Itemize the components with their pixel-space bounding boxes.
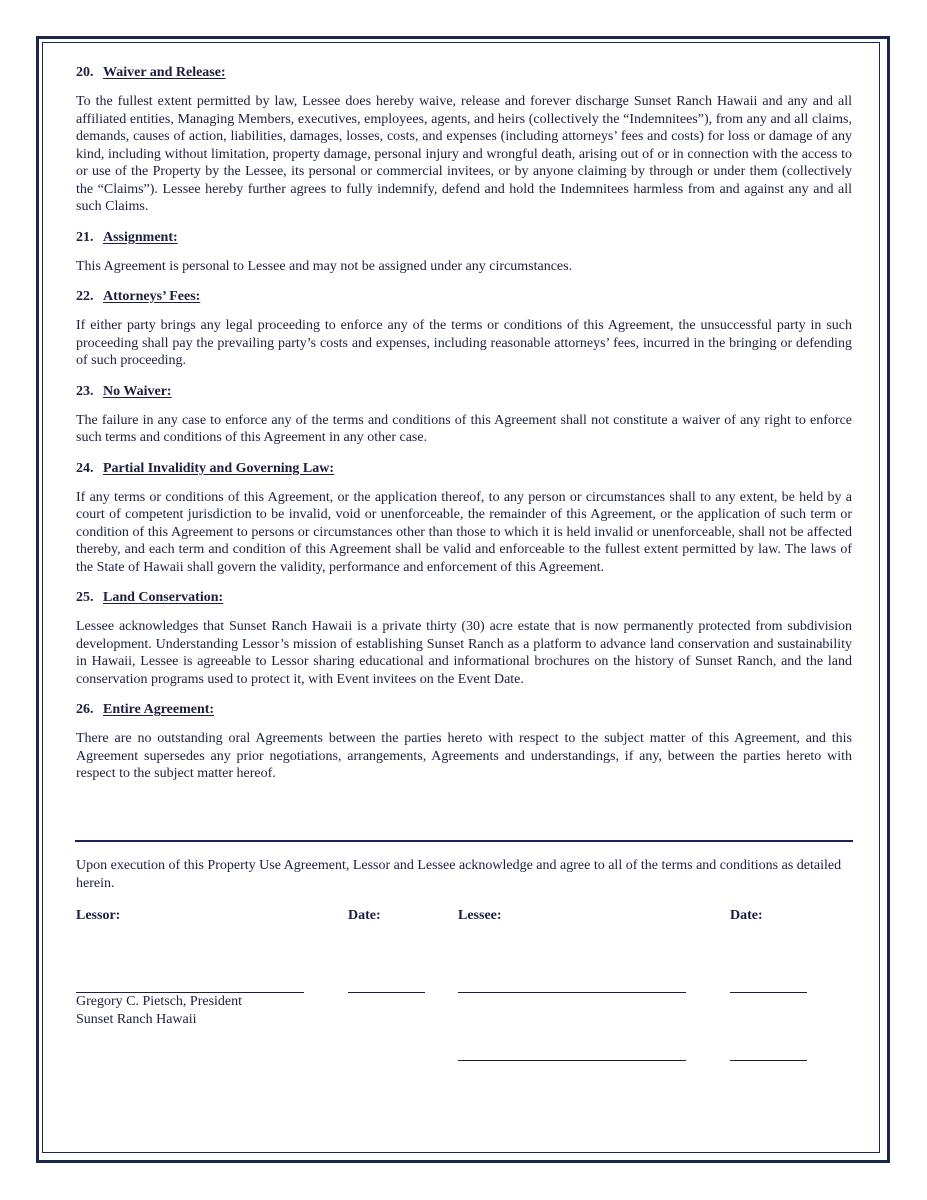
clause-body: This Agreement is personal to Lessee and may not be assigned under any circumstances. — [76, 258, 573, 274]
lessee-signature-line-1[interactable] — [458, 992, 686, 993]
clause-22-attorneys-fees — [76, 288, 852, 370]
execution-statement: Upon execution of this Property Use Agreement, Lessor and Lessee acknowledge and agree to all of the terms and conditions as detailed herein. — [76, 858, 842, 891]
clause-body: Lessee acknowledges that Sunset Ranch Hawaii is a private thirty (30) acre estate that is now permanently protected from subdivision development. Understanding Lessor’s mission of establishing Sunset Ranch as a platform to advance land conservation and sustainability in Hawaii, Lessee is agreeable to Lessor sharing educational and informational brochures on the history of Sunset Ranch, and the land conservation programs used to protect it, with Event invitees on the Event Date. — [76, 619, 852, 687]
clause-25-land-conservation — [76, 589, 852, 688]
clause-24-partial-invalidity — [76, 460, 852, 577]
lessor-date-label: Date: — [348, 908, 381, 923]
clause-body: If any terms or conditions of this Agreement, or the application thereof, to any person or circumstances shall to any extent, be held by a court of competent jurisdiction to be invalid, void or unenforceable, the remainder of this Agreement, or the application of such term or condition of this Agreement to persons or circumstances other than those to which it is held invalid or unenforceable, shall not be affected thereby, and each term and condition of this Agreement shall be valid and enforceable to the fullest extent permitted by law. The laws of the State of Hawaii shall govern the validity, performance and enforcement of this Agreement. — [76, 489, 852, 575]
clause-title: Assignment: — [103, 229, 178, 245]
clause-number: 20. — [76, 65, 94, 80]
lessee-signature-line-2[interactable] — [458, 1060, 686, 1061]
clause-title: Attorneys’ Fees: — [103, 289, 201, 304]
clause-20-waiver-and-release — [76, 64, 852, 216]
clause-number: 23. — [76, 383, 94, 399]
signature-block — [76, 857, 852, 1027]
clause-number: 22. — [76, 289, 94, 304]
clause-title: Land Conservation: — [103, 590, 224, 605]
clause-23-no-waiver — [76, 383, 852, 447]
lessee-label: Lessee: — [458, 908, 502, 923]
clause-title: Entire Agreement: — [103, 702, 215, 717]
clause-title: No Waiver: — [103, 383, 172, 399]
clause-body: The failure in any case to enforce any of the terms and conditions of this Agreement shall not constitute a waiver of any right to enforce such terms and conditions of this Agreement in any other case. — [76, 412, 852, 445]
lessor-organization: Sunset Ranch Hawaii — [76, 1012, 197, 1027]
agreement-clauses — [76, 64, 852, 796]
lessor-label: Lessor: — [76, 908, 121, 923]
clause-number: 26. — [76, 702, 94, 717]
clause-body: There are no outstanding oral Agreements between the parties hereto with respect to the subject matter of this Agreement, and this Agreement supersedes any prior negotiations, arrangements, Agreements and understandings, if any, between the parties hereto with respect to the subject matter hereof. — [76, 731, 852, 781]
clause-title: Partial Invalidity and Governing Law: — [103, 460, 335, 476]
lessee-date-line-2[interactable] — [730, 1060, 807, 1061]
clause-number: 25. — [76, 590, 94, 605]
section-divider — [75, 840, 853, 842]
clause-body: If either party brings any legal proceeding to enforce any of the terms or conditions of this Agreement, the unsuccessful party in such proceeding shall pay the prevailing party’s costs and expenses, including reasonable attorneys’ fees, incurred in the bringing or defending of such proceeding. — [76, 318, 852, 368]
lessee-date-line-1[interactable] — [730, 992, 807, 993]
lessee-date-label: Date: — [730, 908, 763, 923]
clause-number: 24. — [76, 460, 94, 476]
lessor-date-line[interactable] — [348, 992, 425, 993]
lessor-signer-name: Gregory C. Pietsch, President — [76, 994, 243, 1009]
clause-body: To the fullest extent permitted by law, Lessee does hereby waive, release and forever discharge Sunset Ranch Hawaii and any and all affiliated entities, Managing Members, executives, employees, agents, and heirs (collectively the “Indemnitees”), from any and all claims, demands, causes of action, liabilities, damages, losses, costs, and expenses (including attorneys’ fees and costs) for loss or damage of any kind, including without limitation, property damage, personal injury and wrongful death, arising out of or in connection with the access to or use of the Property by the Lessee, its personal or commercial invitees, or by anyone claiming by through or under them (collectively the “Claims”). Lessee hereby further agrees to fully indemnify, defend and hold the Indemnitees harmless from and against any and all such Claims. — [76, 94, 852, 214]
clause-title: Waiver and Release: — [103, 65, 226, 80]
clause-26-entire-agreement — [76, 701, 852, 783]
clause-21-assignment — [76, 229, 852, 276]
clause-number: 21. — [76, 229, 94, 245]
